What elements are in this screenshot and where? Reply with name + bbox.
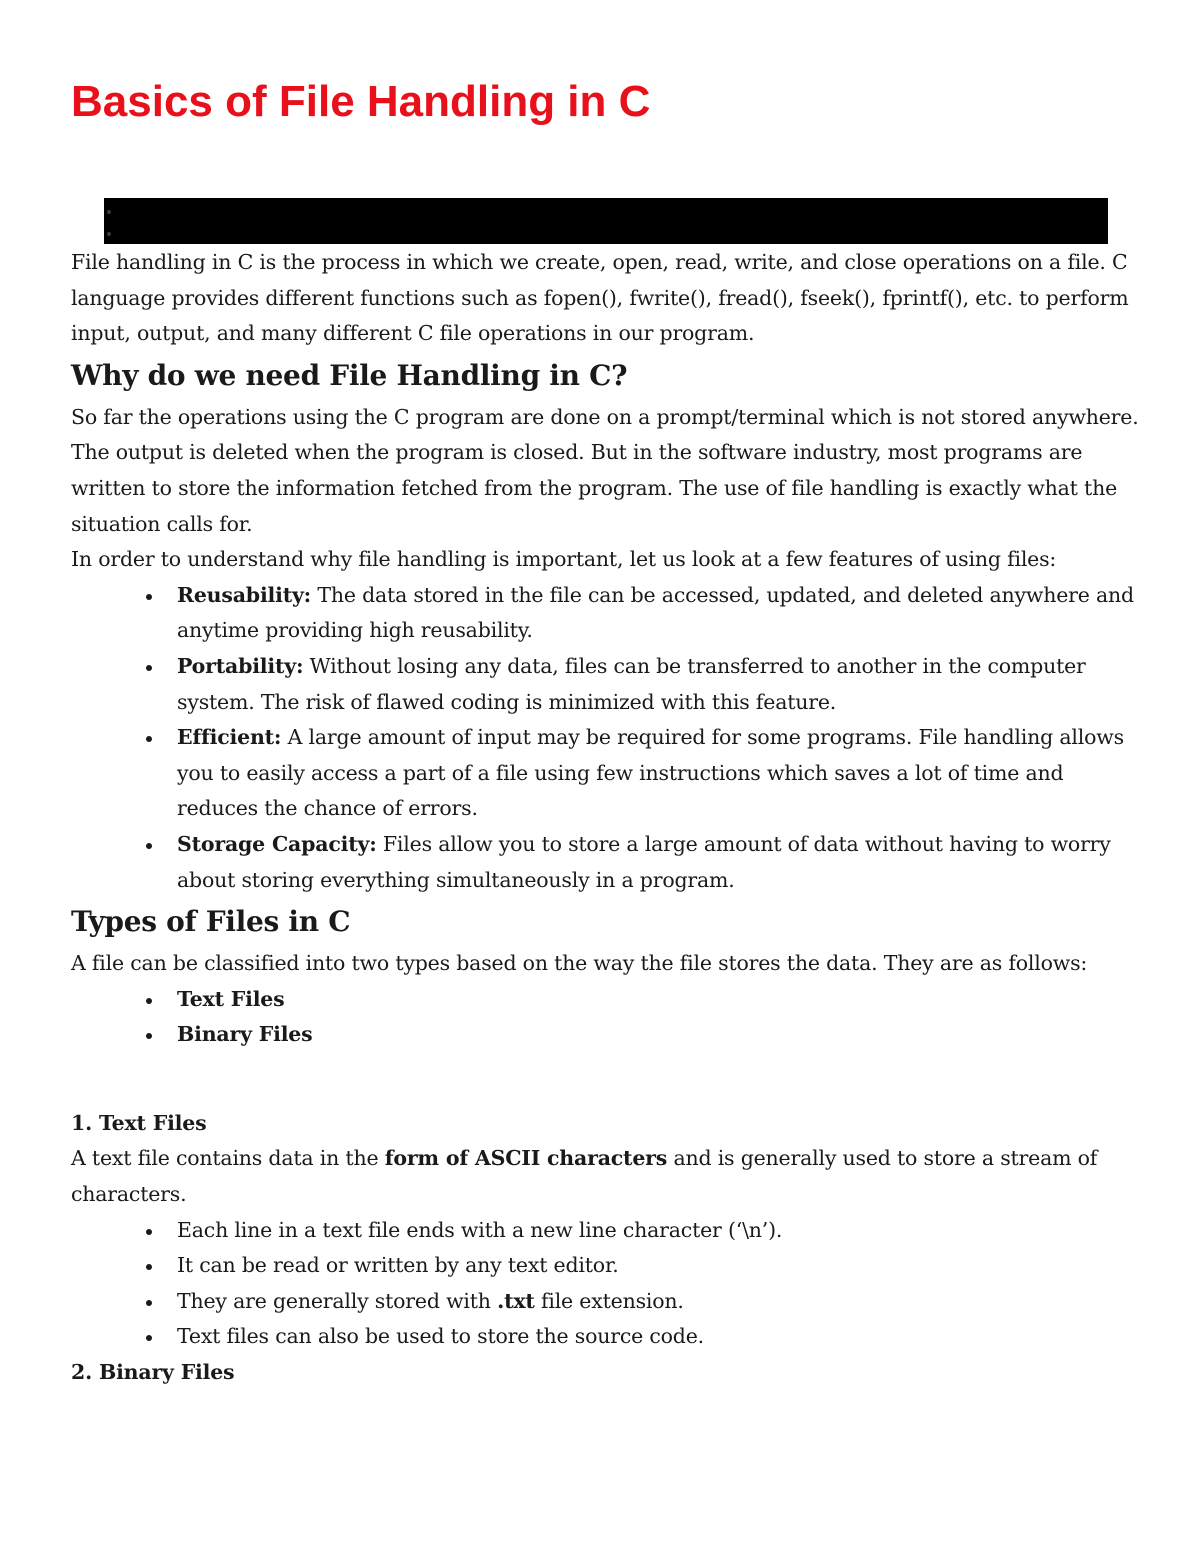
- list-item: [71, 1319, 1141, 1355]
- bullet-dot: [107, 210, 111, 214]
- redacted-bar: [104, 198, 1108, 244]
- section-heading-types: Types of Files in C: [71, 905, 351, 939]
- list-item: [71, 1248, 1141, 1284]
- item-text: file extension.: [534, 1288, 684, 1313]
- text-segment: A text file contains data in the: [71, 1146, 385, 1171]
- item-text: They are generally stored with: [177, 1288, 498, 1313]
- file-type-label: Text Files: [177, 986, 285, 1011]
- document-body: [71, 245, 1141, 1391]
- intro-paragraph: File handling in C is the process in which we create, open, read, write, and close operations on a file. C language provides different functions such as fopen(), fwrite(), fread(), fseek(), fprintf(), etc. to perform input, output, and many different C file operations in our program.: [71, 250, 1129, 346]
- feature-text: The data stored in the file can be accessed, updated, and deleted anywhere and anytime providing high reusability.: [177, 582, 1134, 643]
- subheading-text-files: 1. Text Files: [71, 1110, 207, 1135]
- text-files-list: [71, 1213, 1141, 1355]
- list-item: [71, 720, 1141, 827]
- list-item: [71, 1017, 1141, 1053]
- feature-text: Files allow you to store a large amount of data without having to worry about storing everything simultaneously in a program.: [177, 831, 1111, 892]
- item-text: Text files can also be used to store the source code.: [177, 1324, 704, 1349]
- list-item: [71, 649, 1141, 720]
- item-text: Each line in a text file ends with a new line character (‘\n’).: [177, 1217, 783, 1242]
- why-paragraph-2: In order to understand why file handling is important, let us look at a few features of using files:: [71, 547, 1057, 572]
- list-item: [71, 1284, 1141, 1320]
- item-text: It can be read or written by any text editor.: [177, 1253, 619, 1278]
- feature-term: Efficient:: [177, 725, 282, 750]
- file-type-label: Binary Files: [177, 1022, 313, 1047]
- why-paragraph: So far the operations using the C program are done on a prompt/terminal which is not stored anywhere. The output is deleted when the program is closed. But in the software industry, most programs are written to store the information fetched from the program. The use of file handling is exactly what the situation calls for.: [71, 404, 1139, 536]
- features-list: [71, 578, 1141, 898]
- text-segment: and is generally used to store a stream of characters.: [71, 1146, 1098, 1207]
- list-item: [71, 1213, 1141, 1249]
- list-item: [71, 578, 1141, 649]
- feature-term: Storage Capacity:: [177, 831, 377, 856]
- feature-term: Portability:: [177, 653, 304, 678]
- feature-text: Without losing any data, files can be transferred to another in the computer system. The risk of flawed coding is minimized with this feature.: [177, 653, 1086, 714]
- bullet-dot: [107, 232, 111, 236]
- feature-text: A large amount of input may be required for some programs. File handling allows you to easily access a part of a file using few instructions which saves a lot of time and reduces the chance of errors.: [177, 725, 1124, 821]
- text-emphasis: form of ASCII characters: [384, 1146, 668, 1171]
- subheading-binary-files: 2. Binary Files: [71, 1360, 235, 1385]
- spacer: [71, 1053, 1141, 1106]
- types-paragraph: A file can be classified into two types based on the way the file stores the data. They are as follows:: [71, 951, 1088, 976]
- item-emphasis: .txt: [497, 1288, 535, 1313]
- page-title: Basics of File Handling in C: [71, 77, 651, 126]
- types-list: [71, 982, 1141, 1053]
- feature-term: Reusability:: [177, 582, 312, 607]
- section-heading-why: Why do we need File Handling in C?: [71, 358, 628, 392]
- list-item: [71, 827, 1141, 898]
- text-files-paragraph: [71, 1141, 1141, 1212]
- list-item: [71, 982, 1141, 1018]
